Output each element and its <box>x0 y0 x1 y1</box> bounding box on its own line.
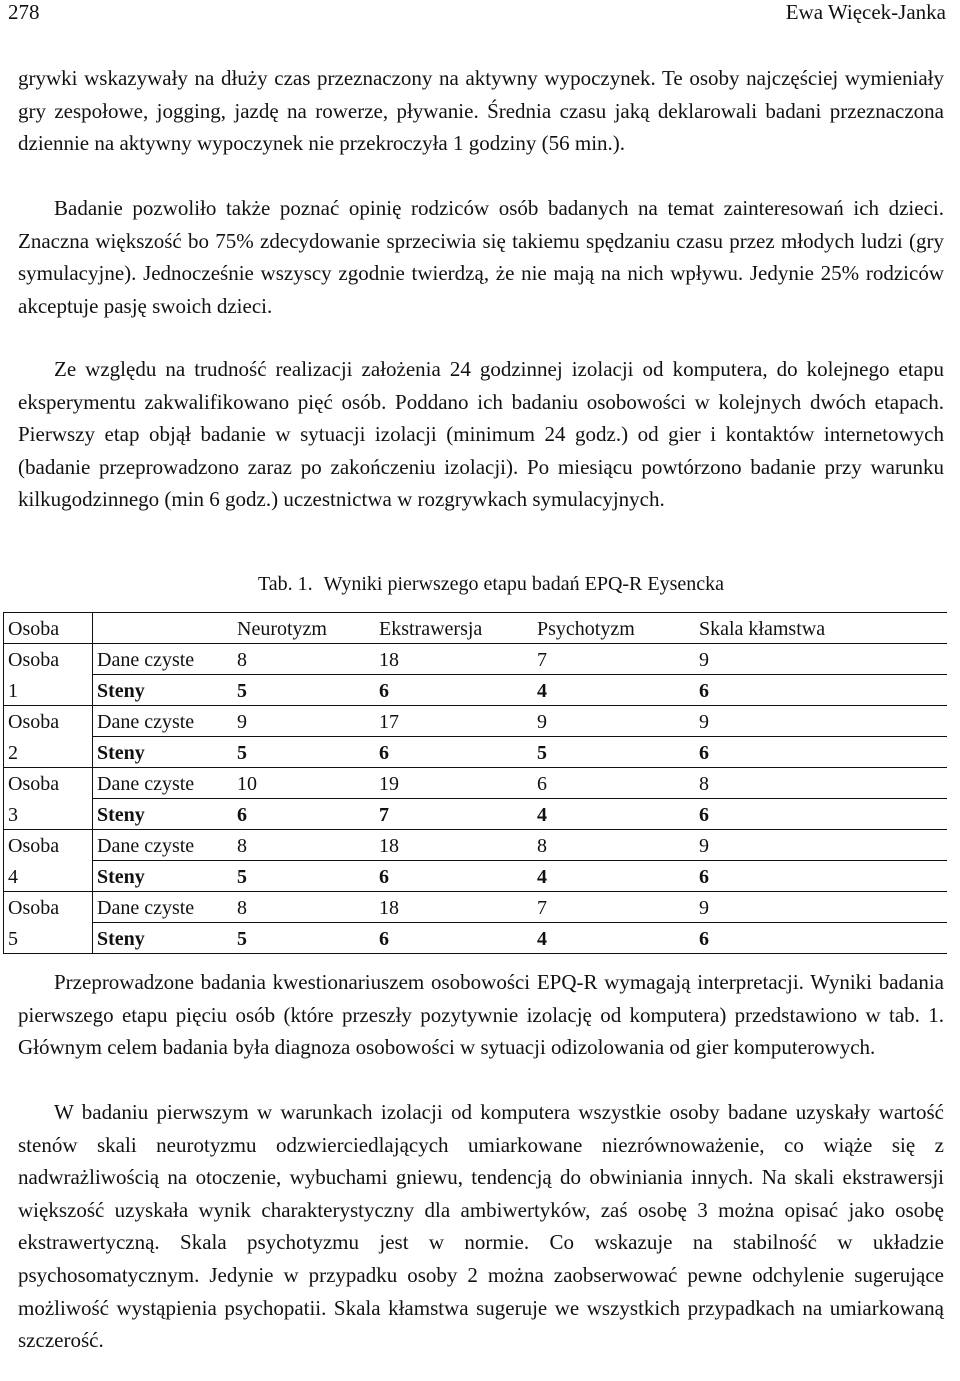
table-row <box>4 923 948 954</box>
raw-score-cell: 17 <box>375 706 533 737</box>
paragraph-1: grywki wskazywały na dłuży czas przeznaczony na aktywny wypoczynek. Te osoby najczęściej wymieniały gry zespołowe, jogging, jazdę na rowerze, pływanie. Średnia czasu jaką deklarowali badani przeznaczona dziennie na aktywny wypoczynek nie przekroczyła 1 godziny (56 min.). <box>18 66 944 156</box>
table-header-cell: Ekstrawersja <box>375 613 533 644</box>
raw-score-cell: 9 <box>695 830 947 861</box>
table-row <box>4 768 948 799</box>
paragraph-5: W badaniu pierwszym w warunkach izolacji od komputera wszystkie osoby badane uzyskały wartość stenów skali neurotyzmu odzwierciedlających umiarkowane niezrównoważenie, co wiąże się z nadwrażliwością na otoczenie, wybuchami gniewu, tendencją do obwiniania innych. Na skali ekstrawersji większość uzyskała wynik charakterystyczny dla ambiwertyków, zaś osobę 3 można opisać jako osobę ekstrawertyczną. Skala psychotyzmu jest w normie. Co wskazuje na stabilność w układzie psychosomatycznym. Jedynie w przypadku osoby 2 można zaobserwować pewne odchylenie sugerujące możliwość wystąpienia psychopatii. Skala kłamstwa sugeruje we wszystkich przypadkach na umiarkowaną szczerość. <box>18 1100 944 1353</box>
table-row <box>4 861 948 892</box>
table-header-row <box>4 613 948 644</box>
sten-score-cell: 6 <box>375 861 533 892</box>
row-label: Steny <box>93 737 234 768</box>
sten-score-cell: 6 <box>695 737 947 768</box>
sten-score-cell: 4 <box>533 923 695 954</box>
table-row <box>4 706 948 737</box>
sten-score-cell: 6 <box>375 737 533 768</box>
raw-score-cell: 19 <box>375 768 533 799</box>
row-label: Steny <box>93 675 234 706</box>
raw-score-cell: 8 <box>695 768 947 799</box>
table-header-cell: Neurotyzm <box>233 613 375 644</box>
row-label: Dane czyste <box>93 892 234 923</box>
table-caption-text: Wyniki pierwszego etapu badań EPQ-R Eysencka <box>323 573 725 595</box>
person-number: 1 <box>4 675 93 706</box>
page-header <box>8 0 952 28</box>
table-row <box>4 799 948 830</box>
row-label: Dane czyste <box>93 830 234 861</box>
person-label: Osoba <box>4 768 93 799</box>
raw-score-cell: 6 <box>533 768 695 799</box>
table-row <box>4 892 948 923</box>
raw-score-cell: 9 <box>533 706 695 737</box>
sten-score-cell: 5 <box>233 923 375 954</box>
sten-score-cell: 6 <box>695 799 947 830</box>
raw-score-cell: 7 <box>533 644 695 675</box>
table-row <box>4 644 948 675</box>
sten-score-cell: 6 <box>695 675 947 706</box>
sten-score-cell: 6 <box>375 675 533 706</box>
table-header-cell: Osoba <box>4 613 93 644</box>
sten-score-cell: 6 <box>375 923 533 954</box>
row-label: Steny <box>93 923 234 954</box>
sten-score-cell: 4 <box>533 675 695 706</box>
sten-score-cell: 4 <box>533 799 695 830</box>
sten-score-cell: 7 <box>375 799 533 830</box>
page-number: 278 <box>8 0 40 24</box>
person-number: 2 <box>4 737 93 768</box>
table-header-cell: Skala kłamstwa <box>695 613 947 644</box>
table-header-cell: Psychotyzm <box>533 613 695 644</box>
raw-score-cell: 7 <box>533 892 695 923</box>
raw-score-cell: 9 <box>233 706 375 737</box>
sten-score-cell: 6 <box>695 861 947 892</box>
table-row <box>4 737 948 768</box>
paragraph-3: Ze względu na trudność realizacji założenia 24 godzinnej izolacji od komputera, do kolejnego etapu eksperymentu zakwalifikowano pięć osób. Poddano ich badaniu osobowości w kolejnych dwóch etapach. Pierwszy etap objął badanie w sytuacji izolacji (minimum 24 godz.) od gier i kontaktów internetowych (badanie przeprowadzono zaraz po zakończeniu izolacji). Po miesiącu powtórzono badanie przy warunku kilkugodzinnego (min 6 godz.) uczestnictwa w rozgrywkach symulacyjnych. <box>18 357 944 512</box>
raw-score-cell: 8 <box>233 830 375 861</box>
raw-score-cell: 9 <box>695 706 947 737</box>
raw-score-cell: 9 <box>695 644 947 675</box>
table-row <box>4 675 948 706</box>
raw-score-cell: 18 <box>375 830 533 861</box>
person-label: Osoba <box>4 892 93 923</box>
raw-score-cell: 18 <box>375 644 533 675</box>
table-caption <box>0 573 960 596</box>
person-number: 3 <box>4 799 93 830</box>
raw-score-cell: 9 <box>695 892 947 923</box>
raw-score-cell: 8 <box>233 644 375 675</box>
table-caption-label: Tab. 1. <box>257 573 313 595</box>
sten-score-cell: 5 <box>233 675 375 706</box>
sten-score-cell: 5 <box>533 737 695 768</box>
raw-score-cell: 18 <box>375 892 533 923</box>
row-label: Dane czyste <box>93 706 234 737</box>
paragraph-4: Przeprowadzone badania kwestionariuszem osobowości EPQ-R wymagają interpretacji. Wyniki badania pierwszego etapu pięciu osób (które przeszły pozytywnie izolację od komputera) przedstawiono w tab. 1. Głównym celem badania była diagnoza osobowości w sytuacji odizolowania od gier komputerowych. <box>18 970 944 1060</box>
results-table <box>3 612 947 954</box>
running-head-author: Ewa Więcek-Janka <box>785 0 946 24</box>
person-label: Osoba <box>4 830 93 861</box>
sten-score-cell: 5 <box>233 737 375 768</box>
person-label: Osoba <box>4 644 93 675</box>
raw-score-cell: 8 <box>233 892 375 923</box>
row-label: Steny <box>93 861 234 892</box>
row-label: Dane czyste <box>93 644 234 675</box>
table-row <box>4 830 948 861</box>
sten-score-cell: 4 <box>533 861 695 892</box>
paragraph-2: Badanie pozwoliło także poznać opinię rodziców osób badanych na temat zainteresowań ich dzieci. Znaczna większość bo 75% zdecydowanie sprzeciwia się takiemu spędzaniu czasu przez młodych ludzi (gry symulacyjne). Jednocześnie wszyscy zgodnie twierdzą, że nie mają na nich wpływu. Jedynie 25% rodziców akceptuje pasję swoich dzieci. <box>18 196 944 318</box>
raw-score-cell: 10 <box>233 768 375 799</box>
sten-score-cell: 5 <box>233 861 375 892</box>
row-label: Dane czyste <box>93 768 234 799</box>
sten-score-cell: 6 <box>695 923 947 954</box>
person-number: 5 <box>4 923 93 954</box>
sten-score-cell: 6 <box>233 799 375 830</box>
person-number: 4 <box>4 861 93 892</box>
row-label: Steny <box>93 799 234 830</box>
raw-score-cell: 8 <box>533 830 695 861</box>
table-header-cell <box>93 613 234 644</box>
person-label: Osoba <box>4 706 93 737</box>
